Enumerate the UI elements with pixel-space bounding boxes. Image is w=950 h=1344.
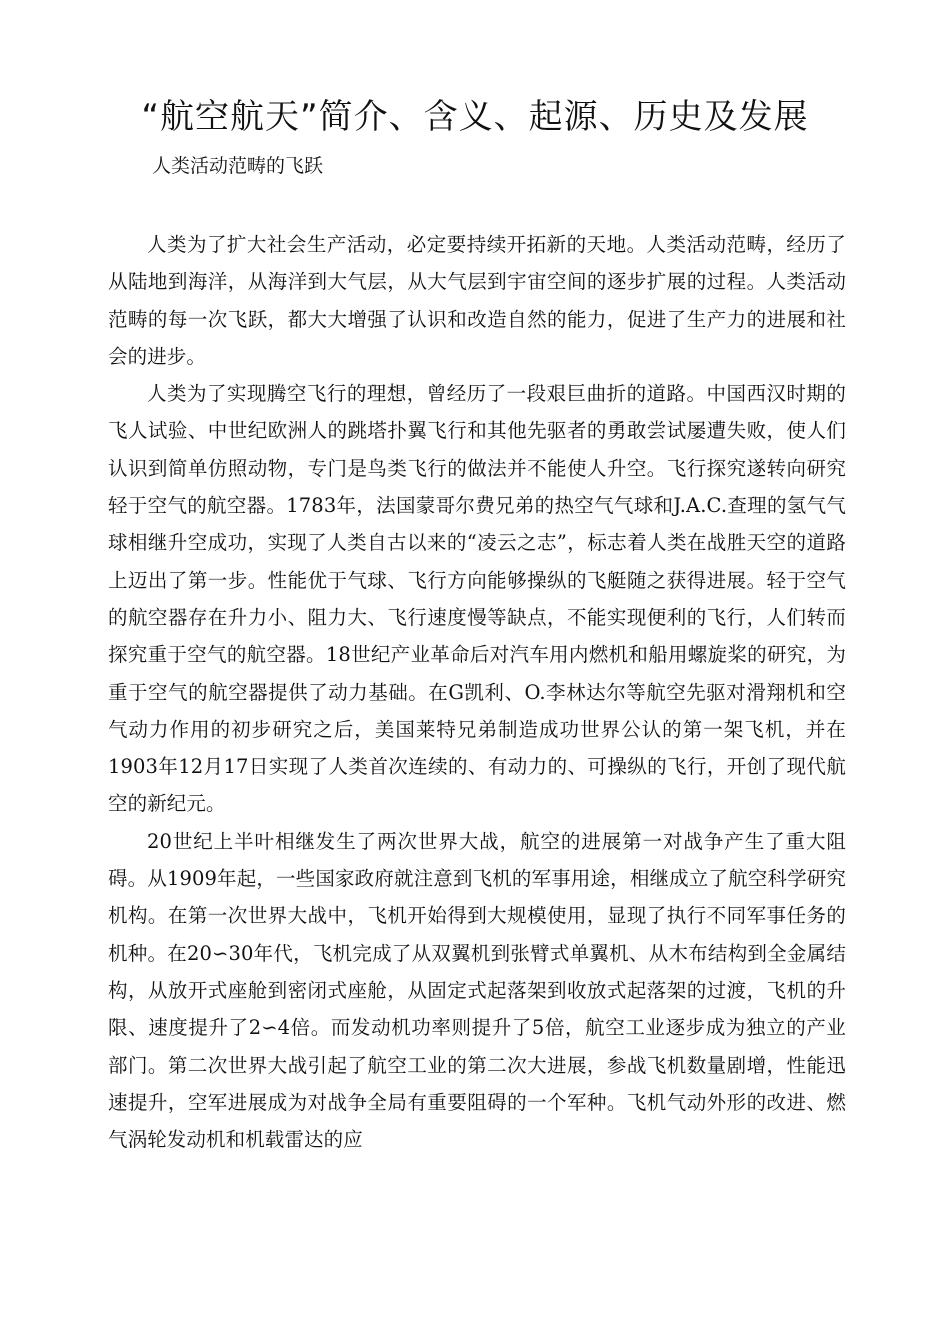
document-subtitle: 人类活动范畴的飞跃 xyxy=(152,155,324,177)
paragraph-3: 20世纪上半叶相继发生了两次世界大战，航空的进展第一对战争产生了重大阻碍。从1909年起，一些国家政府就注意到飞机的军事用途，相继成立了航空科学研究机构。在第一次世界大战中，飞机开始得到大规模使用，显现了执行不同军事任务的机种。在20∽30年代，飞机完成了从双翼机到张臂式单翼机、从木布结构到全金属结构，从放开式座舱到密闭式座舱，从固定式起落架到收放式起落架的过渡，飞机的升限、速度提升了2∽4倍。而发动机功率则提升了5倍，航空工业逐步成为独立的产业部门。第二次世界大战引起了航空工业的第二次大进展，参战飞机数量剧增，性能迅速提升，空军进展成为对战争全局有重要阻碍的一个军种。飞机气动外形的改进、燃气涡轮发动机和机载雷达的应 xyxy=(108,829,846,1152)
document-body xyxy=(108,226,846,1158)
paragraph-2: 人类为了实现腾空飞行的理想，曾经历了一段艰巨曲折的道路。中国西汉时期的飞人试验、中世纪欧洲人的跳塔扑翼飞行和其他先驱者的勇敢尝试屡遭失败，使人们认识到简单仿照动物，专门是鸟类飞行的做法并不能使人升空。飞行探究遂转向研究轻于空气的航空器。1783年，法国蒙哥尔费兄弟的热空气气球和J.A.C.查理的氢气气球相继升空成功，实现了人类自古以来的“凌云之志”，标志着人类在战胜天空的道路上迈出了第一步。性能优于气球、飞行方向能够操纵的飞艇随之获得进展。轻于空气的航空器存在升力小、阻力大、飞行速度慢等缺点，不能实现便利的飞行，人们转而探究重于空气的航空器。18世纪产业革命后对汽车用内燃机和船用螺旋桨的研究，为重于空气的航空器提供了动力基础。在G凯利、O.李林达尔等航空先驱对滑翔机和空气动力作用的初步研究之后，美国莱特兄弟制造成功世界公认的第一架飞机，并在1903年12月17日实现了人类首次连续的、有动力的、可操纵的飞行，开创了现代航空的新纪元。 xyxy=(108,382,846,816)
paragraph-1: 人类为了扩大社会生产活动，必定要持续开拓新的天地。人类活动范畴，经历了从陆地到海洋，从海洋到大气层，从大气层到宇宙空间的逐步扩展的过程。人类活动范畴的每一次飞跃，都大大增强了认识和改造自然的能力，促进了生产力的进展和社会的进步。 xyxy=(108,233,846,368)
document-title: “航空航天”简介、含义、起源、历史及发展 xyxy=(141,97,809,137)
